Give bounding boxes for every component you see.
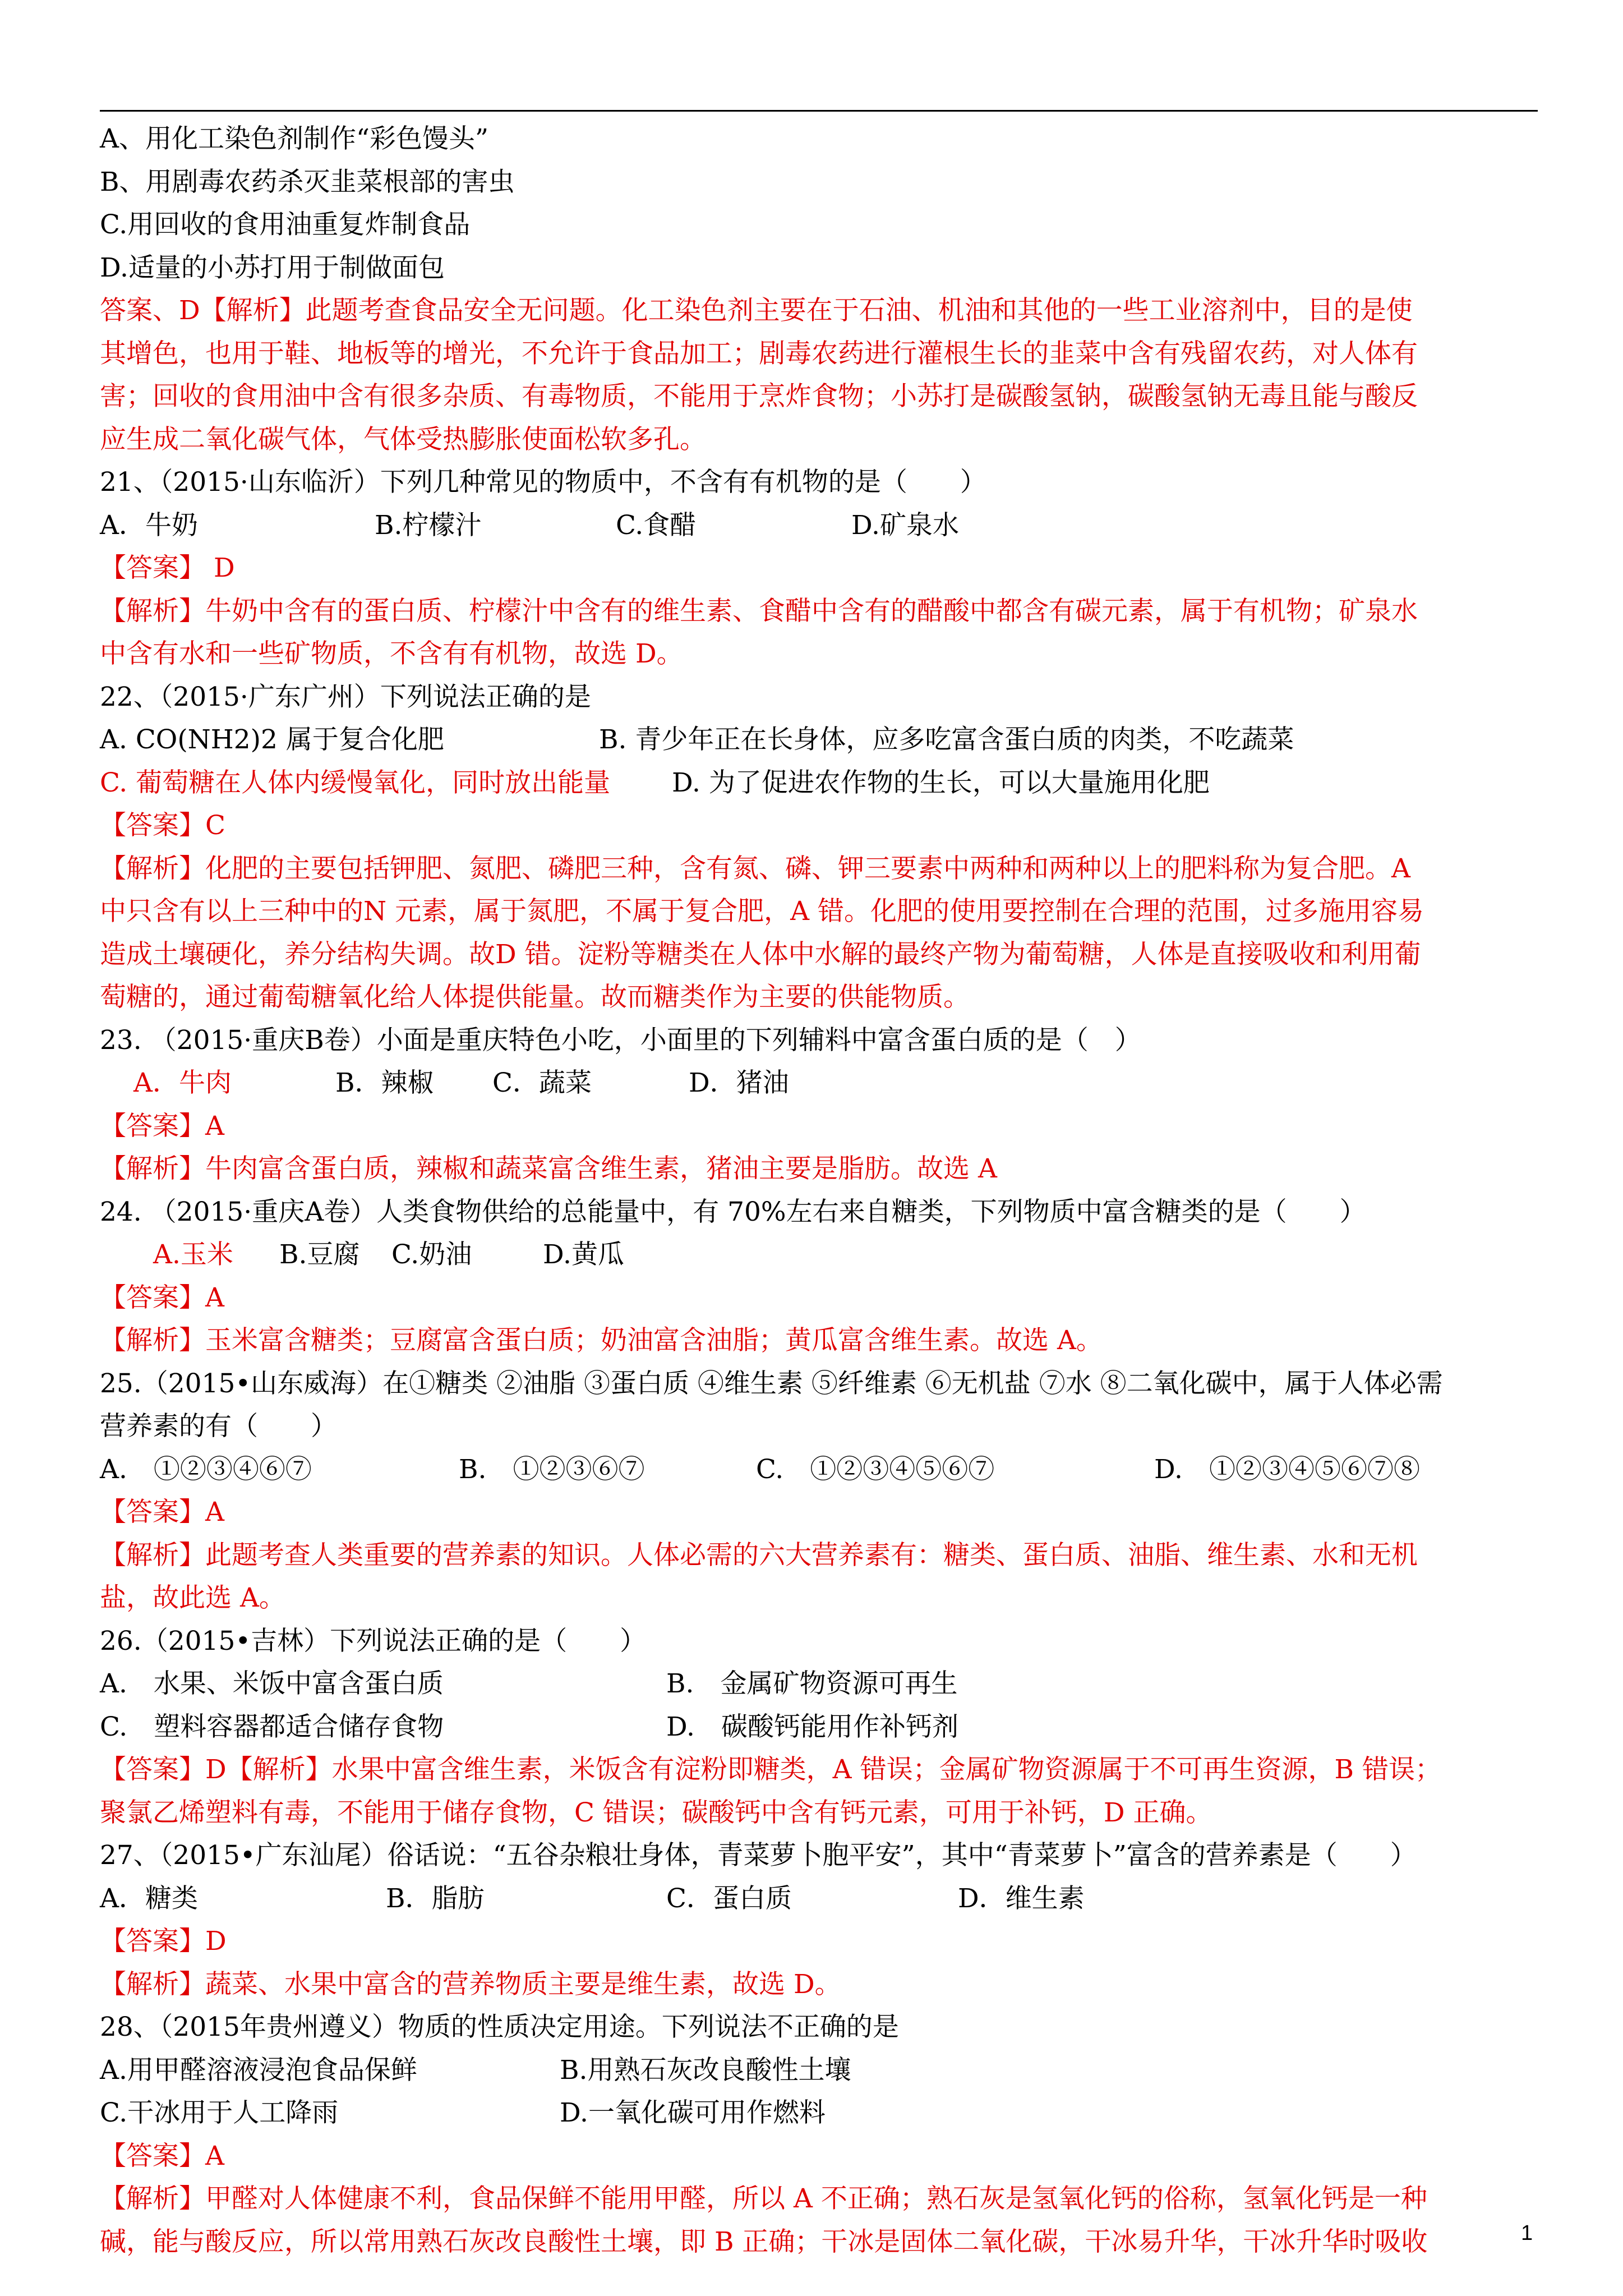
answer-line: 聚氯乙烯塑料有毒，不能用于储存食物，C 错误；碳酸钙中含有钙元素，可用于补钙，D 正确。 xyxy=(100,1797,1212,1828)
question-line: A、用化工染色剂制作“彩色馒头” xyxy=(100,123,488,154)
answer-line: 造成土壤硬化，养分结构失调。故D 错。淀粉等糖类在人体中水解的最终产物为葡萄糖，人体是直接吸收和利用葡 xyxy=(100,938,1421,970)
question-line xyxy=(100,2092,1538,2135)
question-line: 28、（2015年贵州遵义）物质的性质决定用途。下列说法不正确的是 xyxy=(100,2012,899,2042)
option-b: D. 碳酸钙能用作补钙剂 xyxy=(666,1711,958,1742)
option-b: B.豆腐 xyxy=(279,1239,360,1270)
option-b: B．脂肪 xyxy=(386,1883,485,1914)
answer-line: 盐，故此选 A。 xyxy=(100,1582,285,1613)
question-line: 营养素的有（ ） xyxy=(100,1411,337,1442)
option-d: D.矿泉水 xyxy=(851,509,959,541)
option-b: B. ①②③⑥⑦ xyxy=(459,1453,645,1485)
answer-line: 害；回收的食用油中含有很多杂质、有毒物质，不能用于烹炸食物；小苏打是碳酸氢钠，碳酸氢钠无毒且能与酸反 xyxy=(100,381,1418,412)
question-line: 24. （2015·重庆A卷）人类食物供给的总能量中，有 70%左右来自糖类，下列物质中富含糖类的是（ ） xyxy=(100,1196,1366,1227)
answer-line: 【答案】A xyxy=(100,1282,224,1313)
question-line xyxy=(100,504,1538,547)
answer-line: 萄糖的，通过葡萄糖氧化给人体提供能量。故而糖类作为主要的供能物质。 xyxy=(100,982,970,1013)
question-line: 22、（2015·广东广州）下列说法正确的是 xyxy=(100,681,591,712)
answer-line: 其增色，也用于鞋、地板等的增光，不允许于食品加工；剧毒农药进行灌根生长的韭菜中含有残留农药，对人体有 xyxy=(100,338,1418,369)
option-a: A. ①②③④⑥⑦ xyxy=(100,1453,312,1485)
option-c: C.奶油 xyxy=(391,1239,472,1270)
option-a: A. 水果、米饭中富含蛋白质 xyxy=(100,1668,444,1699)
option-d: D. ①②③④⑤⑥⑦⑧ xyxy=(1154,1453,1420,1485)
question-line xyxy=(100,1062,1538,1105)
option-b: D. 为了促进农作物的生长，可以大量施用化肥 xyxy=(672,767,1210,798)
option-a: C. 塑料容器都适合储存食物 xyxy=(100,1711,444,1742)
question-line xyxy=(100,1663,1538,1706)
header-rule xyxy=(100,110,1538,112)
option-d: D．维生素 xyxy=(958,1883,1085,1914)
answer-line: 应生成二氧化碳气体，气体受热膨胀使面松软多孔。 xyxy=(100,424,706,455)
answer-line: 【解析】牛肉富含蛋白质，辣椒和蔬菜富含维生素，猪油主要是脂肪。故选 A xyxy=(100,1153,997,1184)
question-line xyxy=(100,1706,1538,1749)
question-line xyxy=(100,762,1538,805)
question-line xyxy=(100,1878,1538,1921)
option-a: A．牛肉 xyxy=(133,1068,232,1098)
option-c: C.食醋 xyxy=(616,509,697,541)
answer-line: 碱，能与酸反应，所以常用熟石灰改良酸性土壤，即 B 正确；干冰是固体二氧化碳，干冰易升华，干冰升华时吸收 xyxy=(100,2226,1428,2257)
question-line: 26.（2015•吉林）下列说法正确的是（ ） xyxy=(100,1625,647,1657)
option-b: B.柠檬汁 xyxy=(375,509,482,541)
question-line: B、用剧毒农药杀灭韭菜根部的害虫 xyxy=(100,166,515,197)
page-number: 1 xyxy=(1521,2221,1533,2245)
question-line xyxy=(100,1234,1538,1277)
answer-line: 【答案】A xyxy=(100,1110,224,1142)
answer-line: 【答案】A xyxy=(100,1497,224,1527)
option-a: A．牛奶 xyxy=(100,509,198,541)
question-line: D.适量的小苏打用于制做面包 xyxy=(100,252,445,283)
question-line xyxy=(100,2049,1538,2092)
answer-line: 【答案】D【解析】水果中富含维生素，米饭含有淀粉即糖类，A 错误；金属矿物资源属于不可再生资源，B 错误； xyxy=(100,1754,1442,1785)
answer-line: 【解析】化肥的主要包括钾肥、氮肥、磷肥三种，含有氮、磷、钾三要素中两种和两种以上的肥料称为复合肥。A xyxy=(100,853,1410,884)
option-b: B．辣椒 xyxy=(335,1068,434,1098)
question-line: C.用回收的食用油重复炸制食品 xyxy=(100,209,471,240)
option-c: C．蛋白质 xyxy=(666,1883,792,1914)
answer-line: 【解析】蔬菜、水果中富含的营养物质主要是维生素，故选 D。 xyxy=(100,1968,841,2000)
option-a: A．糖类 xyxy=(100,1883,198,1914)
option-b: B. 青少年正在长身体，应多吃富含蛋白质的肉类，不吃蔬菜 xyxy=(599,724,1294,755)
answer-line: 【答案】A xyxy=(100,2140,224,2171)
option-a: A.用甲醛溶液浸泡食品保鲜 xyxy=(100,2054,417,2086)
document-body xyxy=(100,118,1538,2263)
answer-line: 中含有水和一些矿物质，不含有有机物，故选 D。 xyxy=(100,638,683,669)
option-a: A.玉米 xyxy=(153,1239,233,1270)
option-d: D.黄瓜 xyxy=(543,1239,624,1270)
question-line xyxy=(100,719,1538,762)
question-line xyxy=(100,1448,1538,1492)
answer-line: 答案、D【解析】此题考查食品安全无问题。化工染色剂主要在于石油、机油和其他的一些工业溶剂中，目的是使 xyxy=(100,295,1413,326)
option-b: B. 金属矿物资源可再生 xyxy=(666,1668,958,1699)
answer-line: 【答案】C xyxy=(100,810,225,841)
answer-line: 【解析】玉米富含糖类；豆腐富含蛋白质；奶油富含油脂；黄瓜富含维生素。故选 A。 xyxy=(100,1325,1103,1356)
option-a: C. 葡萄糖在人体内缓慢氧化，同时放出能量 xyxy=(100,767,611,798)
answer-line: 中只含有以上三种中的N 元素，属于氮肥，不属于复合肥，A 错。化肥的使用要控制在合理的范围，过多施用容易 xyxy=(100,896,1424,927)
question-line: 23. （2015·重庆B卷）小面是重庆特色小吃，小面里的下列辅料中富含蛋白质的是（ ） xyxy=(100,1024,1141,1056)
option-d: D．猪油 xyxy=(689,1068,789,1098)
answer-line: 【解析】甲醛对人体健康不利，食品保鲜不能用甲醛，所以 A 不正确；熟石灰是氢氧化钙的俗称，氢氧化钙是一种 xyxy=(100,2183,1427,2214)
question-line: 21、（2015·山东临沂）下列几种常见的物质中，不含有有机物的是（ ） xyxy=(100,467,986,498)
answer-line: 【答案】D xyxy=(100,1926,227,1957)
option-a: A. CO(NH2)2 属于复合化肥 xyxy=(100,724,444,755)
question-line: 25.（2015•山东威海）在①糖类 ②油脂 ③蛋白质 ④维生素 ⑤纤维素 ⑥无机盐 ⑦水 ⑧二氧化碳中，属于人体必需 xyxy=(100,1368,1443,1399)
answer-line: 【答案】 D xyxy=(100,553,235,583)
option-c: C．蔬菜 xyxy=(492,1068,592,1098)
option-c: C. ①②③④⑤⑥⑦ xyxy=(756,1453,995,1485)
question-line: 27、（2015•广东汕尾）俗话说：“五谷杂粮壮身体，青菜萝卜胞平安”，其中“青菜萝卜”富含的营养素是（ ） xyxy=(100,1840,1417,1871)
option-b: D.一氧化碳可用作燃料 xyxy=(560,2097,826,2128)
option-b: B.用熟石灰改良酸性土壤 xyxy=(560,2054,851,2086)
answer-line: 【解析】此题考查人类重要的营养素的知识。人体必需的六大营养素有：糖类、蛋白质、油脂、维生素、水和无机 xyxy=(100,1539,1418,1571)
answer-line: 【解析】牛奶中含有的蛋白质、柠檬汁中含有的维生素、食醋中含有的醋酸中都含有碳元素，属于有机物；矿泉水 xyxy=(100,595,1418,627)
option-a: C.干冰用于人工降雨 xyxy=(100,2097,339,2128)
